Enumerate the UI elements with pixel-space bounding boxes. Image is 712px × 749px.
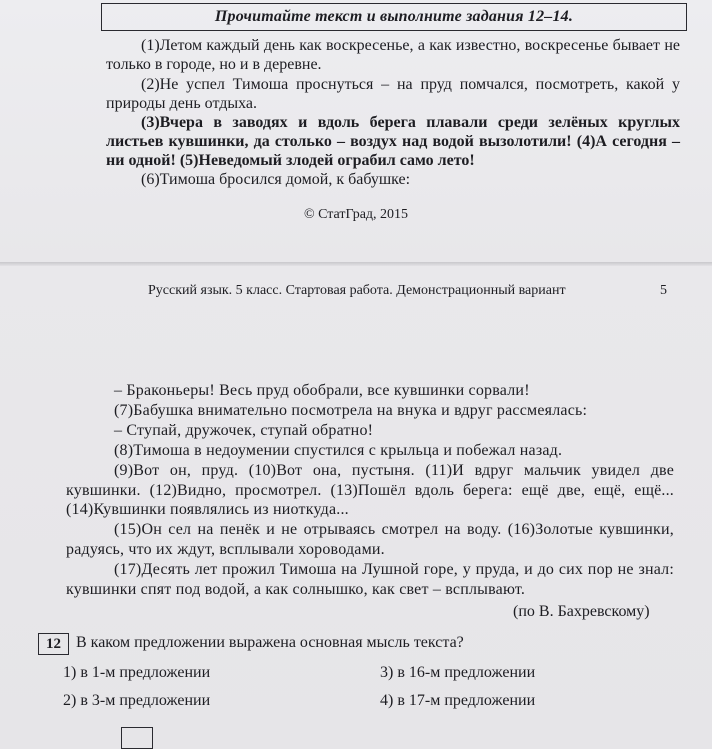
answer-option-1: 1) в 1-м предложении <box>63 664 211 681</box>
sentence-8: (8)Тимоша в недоумении спустился с крыльца и побежал назад. <box>114 442 563 459</box>
sentence-17: (17)Десять лет прожил Тимоша на Лушной горе, у пруда, и до сих пор не знал: кувшинки спят под водой, а как солнышко, как свет – всплывают. <box>66 561 674 598</box>
answer-option-2: 2) в 3-м предложении <box>63 692 211 709</box>
task-header: Прочитайте текст и выполните задания 12–14. <box>101 3 687 31</box>
answer-option-4: 4) в 17-м предложении <box>380 692 536 709</box>
sentence-7: (7)Бабушка внимательно посмотрела на внука и вдруг рассмеялась: <box>114 402 588 419</box>
dialogue-line-1: – Браконьеры! Весь пруд обобрали, все кувшинки сорвали! <box>114 382 530 399</box>
author-attribution: (по В. Бахревскому) <box>513 603 650 620</box>
dialogue-line-2: – Ступай, дружочек, ступай обратно! <box>114 422 374 439</box>
running-header: Русский язык. 5 класс. Стартовая работа. Демонстрационный вариант <box>148 283 566 298</box>
sentence-6: (6)Тимоша бросился домой, к бабушке: <box>141 171 411 188</box>
sentence-1: (1)Летом каждый день как воскресенье, а как известно, воскресенье бывает не только в городе, но и в деревне. <box>106 37 680 74</box>
copyright: © СтатГрад, 2015 <box>303 207 409 222</box>
question-text: В каком предложении выражена основная мысль текста? <box>76 634 464 651</box>
answer-option-3: 3) в 16-м предложении <box>380 664 536 681</box>
question-number-box: 12 <box>38 633 69 655</box>
sentence-3-5: (3)Вчера в заводях и вдоль берега плавали среди зелёных круглых листьев кувшинки, да столько – воздух над водой вызолотили! (4)А сегодня – ни одной! (5)Неведомый злодей ограбил само лето! <box>106 114 680 170</box>
sentence-2: (2)Не успел Тимоша проснуться – на пруд помчался, посмотреть, какой у природы день отдыха. <box>106 76 680 113</box>
answer-box <box>121 727 153 749</box>
page-number: 5 <box>660 283 667 298</box>
sentence-15-16: (15)Он сел на пенёк и не отрываясь смотрел на воду. (16)Золотые кувшинки, радуясь, что их ждут, всплывали хороводами. <box>66 521 674 558</box>
sentence-9-14: (9)Вот он, пруд. (10)Вот она, пустыня. (11)И вдруг мальчик увидел две кувшинки. (12)Видно, просмотрел. (13)Пошёл вдоль берега: ещё две, ещё, ещё... (14)Кувшинки появлялись из ниоткуда... <box>66 462 674 519</box>
